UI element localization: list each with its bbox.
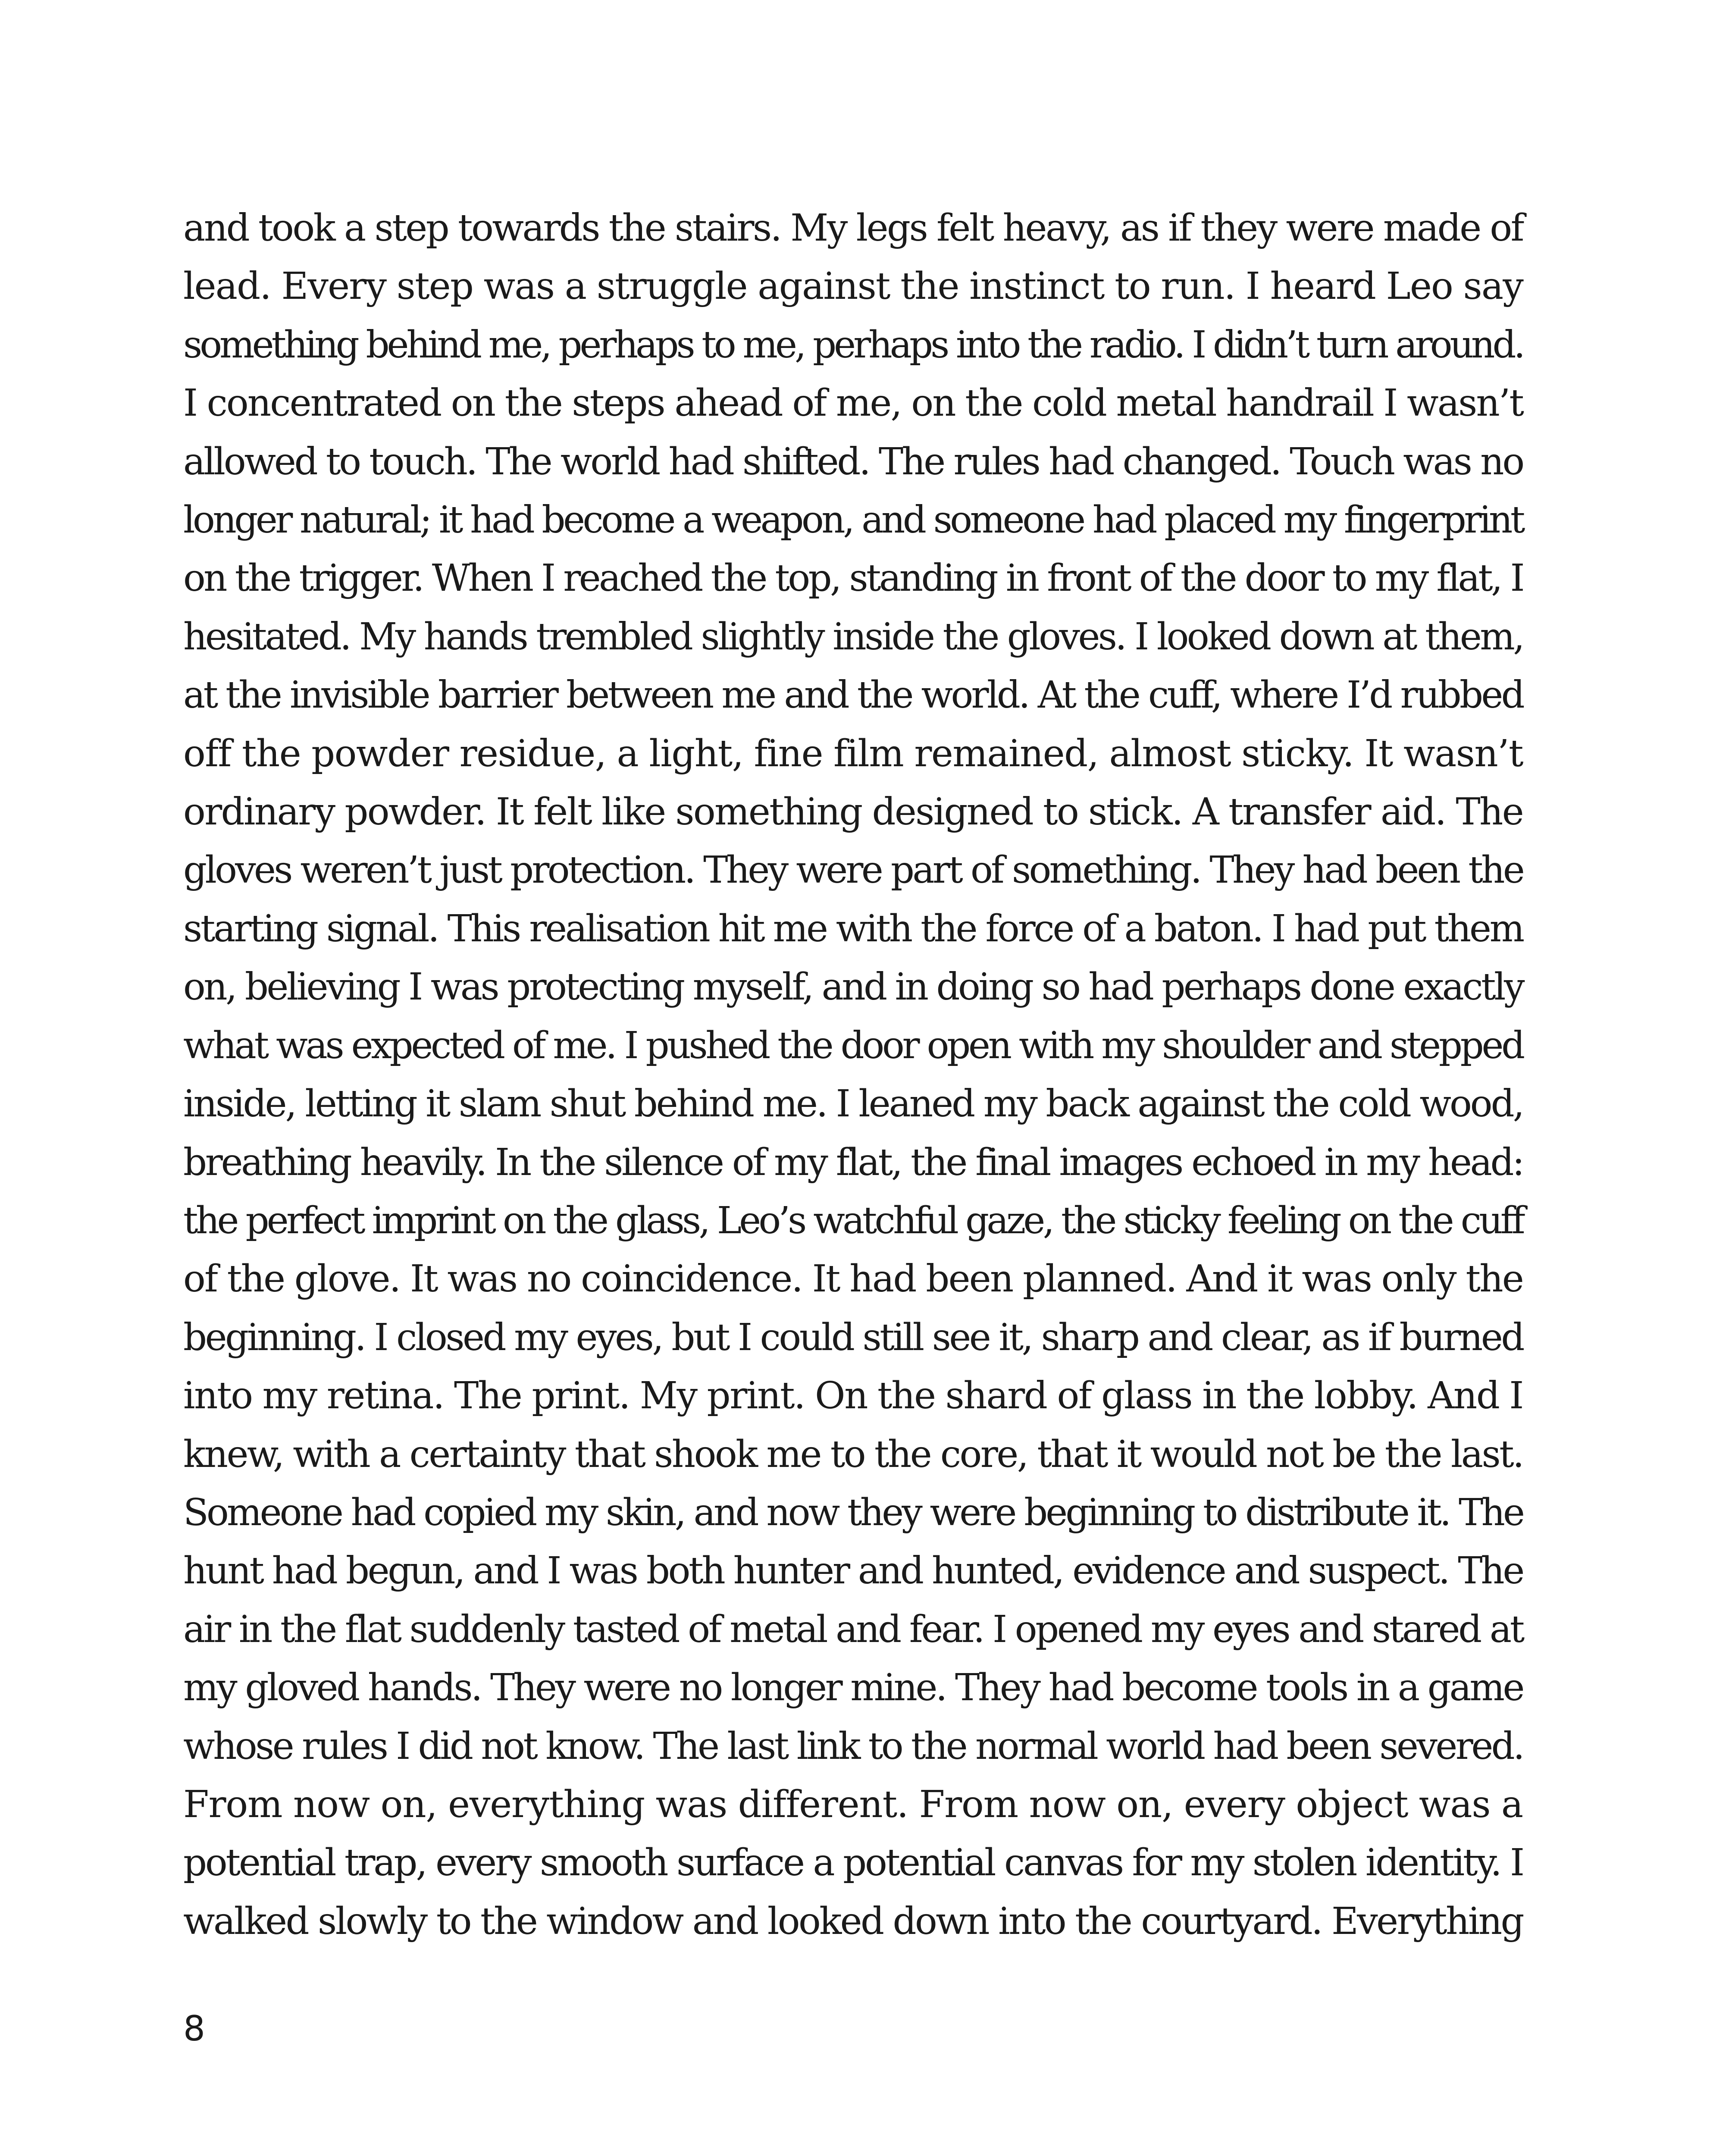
text-line: at the invisible barrier between me and the world. At the cuff, where I’d rubbed	[183, 674, 1523, 717]
text-line: hunt had begun, and I was both hunter and hunted, evidence and suspect. The	[183, 1549, 1523, 1593]
text-line: and took a step towards the stairs. My legs felt heavy, as if they were made of	[183, 207, 1523, 250]
text-line: starting signal. This realisation hit me with the force of a baton. I had put them	[183, 907, 1523, 950]
text-line: what was expected of me. I pushed the door open with my shoulder and stepped	[183, 1024, 1523, 1067]
text-line: something behind me, perhaps to me, perhaps into the radio. I didn’t turn around.	[183, 323, 1523, 367]
text-line: inside, letting it slam shut behind me. I leaned my back against the cold wood,	[183, 1082, 1523, 1126]
text-line: ordinary powder. It felt like something designed to stick. A transfer aid. The	[183, 790, 1523, 834]
text-line: knew, with a certainty that shook me to the core, that it would not be the last.	[183, 1432, 1523, 1476]
text-line: into my retina. The print. My print. On the shard of glass in the lobby. And I	[183, 1374, 1523, 1418]
text-line: the perfect imprint on the glass, Leo’s watchful gaze, the sticky feeling on the cuff	[183, 1199, 1523, 1242]
text-line: gloves weren’t just protection. They were part of something. They had been the	[183, 849, 1523, 892]
text-line: off the powder residue, a light, fine film remained, almost sticky. It wasn’t	[183, 732, 1523, 775]
text-line: hesitated. My hands trembled slightly inside the gloves. I looked down at them,	[183, 615, 1523, 658]
page-number: 8	[183, 2009, 205, 2049]
body-paragraph	[183, 199, 1523, 1951]
text-line: air in the flat suddenly tasted of metal and fear. I opened my eyes and stared at	[183, 1608, 1523, 1651]
text-line: allowed to touch. The world had shifted. The rules had changed. Touch was no	[183, 440, 1523, 483]
text-line: on, believing I was protecting myself, and in doing so had perhaps done exactly	[183, 965, 1523, 1009]
text-line: beginning. I closed my eyes, but I could still see it, sharp and clear, as if burned	[183, 1316, 1523, 1359]
text-line: lead. Every step was a struggle against the instinct to run. I heard Leo say	[183, 265, 1523, 308]
text-line: my gloved hands. They were no longer mine. They had become tools in a game	[183, 1666, 1523, 1710]
text-line: From now on, everything was different. From now on, every object was a	[183, 1783, 1523, 1826]
text-line: walked slowly to the window and looked down into the courtyard. Everything	[183, 1899, 1523, 1943]
text-line: of the glove. It was no coincidence. It had been planned. And it was only the	[183, 1257, 1523, 1301]
text-line: longer natural; it had become a weapon, and someone had placed my fingerprint	[183, 498, 1523, 542]
text-line: potential trap, every smooth surface a potential canvas for my stolen identity. I	[183, 1841, 1523, 1885]
text-line: Someone had copied my skin, and now they were beginning to distribute it. The	[183, 1491, 1523, 1534]
text-line: I concentrated on the steps ahead of me, on the cold metal handrail I wasn’t	[183, 382, 1523, 425]
text-line: breathing heavily. In the silence of my flat, the final images echoed in my head:	[183, 1141, 1523, 1184]
text-line: whose rules I did not know. The last link to the normal world had been severed.	[183, 1724, 1523, 1768]
text-line: on the trigger. When I reached the top, standing in front of the door to my flat, I	[183, 557, 1523, 600]
